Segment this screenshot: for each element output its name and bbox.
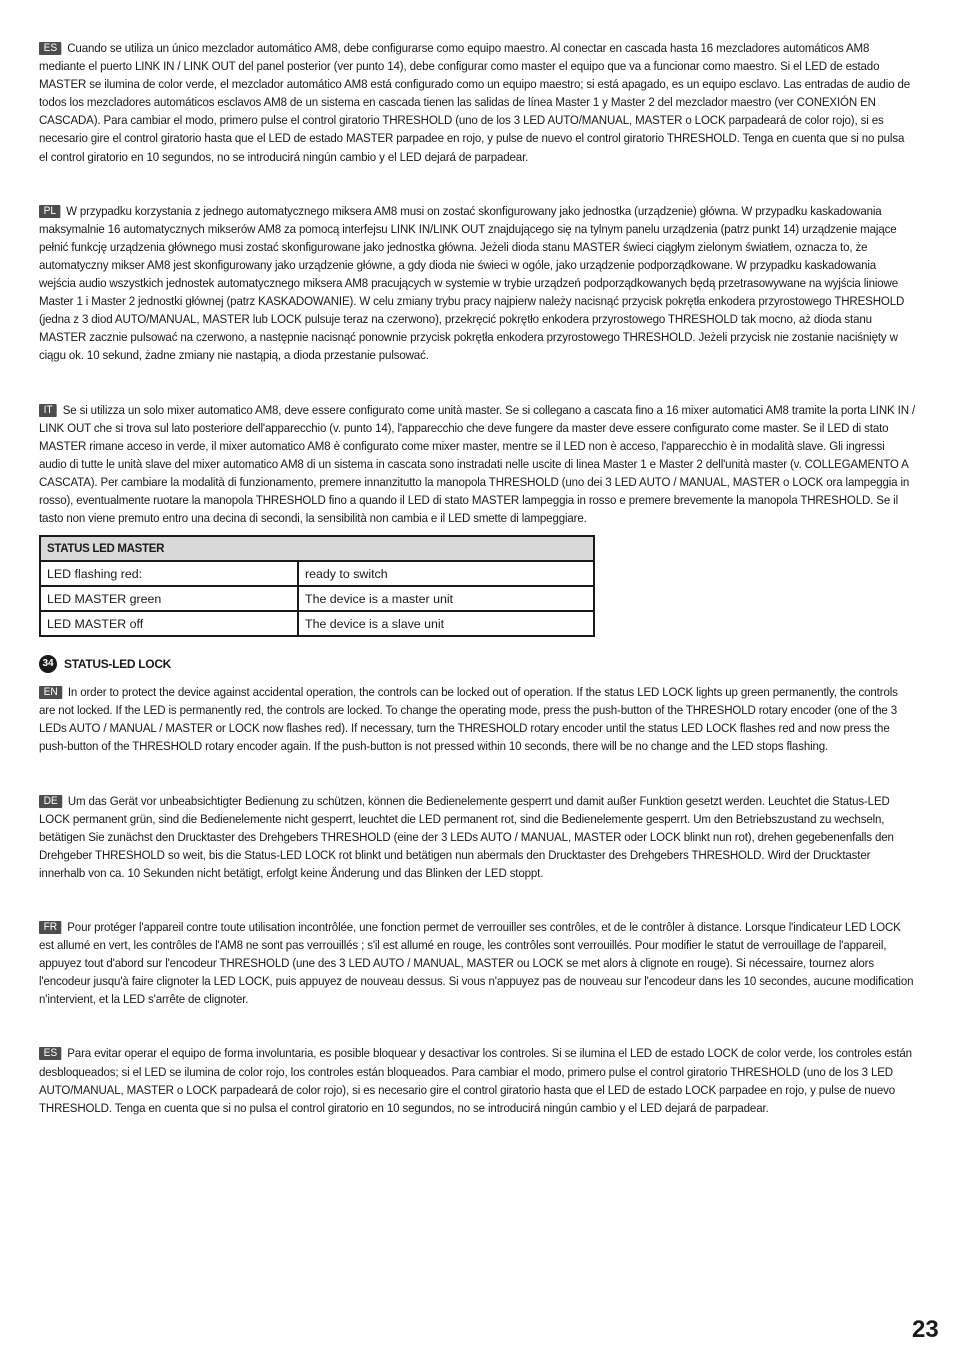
section-heading: [39, 655, 915, 673]
table-cell: LED MASTER off: [40, 611, 298, 636]
language-badge: ES: [39, 1047, 62, 1060]
paragraph-text: Um das Gerät vor unbeabsichtigter Bedienung zu schützen, können die Bedienelemente gesperrt und damit außer Funktion gesetzt werden. Leuchtet die Status-LED LOCK permanent grün, sind die Bedienelemente nicht gesperrt, leuchtet die LED permanent rot, sind die Bedienelemente gesperrt. Um den Betriebszustand zu wechseln, betätigen Sie zunächst den Drucktaster des Drehgebers THRESHOLD (eine der 3 LEDs AUTO / MANUAL, MASTER oder LOCK blinkt nun rot), drehen gegebenenfalls den Drehgeber THRESHOLD so weit, bis die Status-LED LOCK rot blinkt und betätigen nun abermals den Drucktaster des Drehgebers THRESHOLD. Wird der Drucktaster innerhalb von ca. 10 Sekunden nicht betätigt, erfolgt keine Änderung und das Blinken der LED stoppt.: [39, 793, 894, 880]
page-number: 23: [912, 1316, 939, 1343]
language-badge: IT: [39, 404, 57, 417]
table-row: [40, 611, 594, 636]
paragraph-es-lock: [39, 1044, 915, 1116]
language-badge: FR: [39, 921, 62, 934]
table-header: STATUS LED MASTER: [40, 536, 594, 561]
section-number-badge: 34: [39, 655, 57, 673]
paragraph-es-master: [39, 39, 915, 166]
language-badge: EN: [39, 686, 62, 699]
paragraph-text: Se si utilizza un solo mixer automatico AM8, deve essere configurato come unità master. Se si collegano a cascata fino a 16 mixer automatici AM8 tramite la porta LINK IN / LINK OUT che si trova sul lato posteriore dell'apparecchio (v. punto 14), l'apparecchio che deve fungere da master deve essere configurato come master. Se il LED di stato MASTER rimane acceso in verde, il mixer automatico AM8 è configurato come mixer master, mentre se il LED non è acceso, l'apparecchio è in modalità slave. Gli ingressi audio di tutte le unità slave del mixer automatico AM8 di un sistema in cascata sono instradati nelle uscite di linea Master 1 e Master 2 dell'unità master (v. COLLEGAMENTO A CASCATA). Per cambiare la modalità di funzionamento, premere innanzitutto la manopola THRESHOLD (uno dei 3 LED AUTO / MANUAL, MASTER o LOCK ora lampeggia in rosso), eventualmente ruotare la manopola THRESHOLD fino a quando il LED di stato MASTER lampeggia in rosso e premere brevemente la manopola THRESHOLD. Se il tasto non viene premuto entro una decina di secondi, la sensibilità non cambia e il LED smette di lampeggiare.: [39, 402, 916, 526]
paragraph-text: In order to protect the device against accidental operation, the controls can be locked out of operation. If the status LED LOCK lights up green permanently, the controls are not locked. If the LED is permanently red, the controls are locked. To change the operating mode, press the push-button of the THRESHOLD rotary encoder (one of the 3 LEDs AUTO / MANUAL / MASTER or LOCK now flashes red). If necessary, turn the THRESHOLD rotary encoder until the status LED LOCK flashes red and now press the push-button of the THRESHOLD rotary encoder again. If the push-button is not pressed within 10 seconds, there will be no change and the LED stops flashing.: [39, 685, 898, 754]
paragraph-text: W przypadku korzystania z jednego automatycznego miksera AM8 musi on zostać skonfigurowany jako jednostka (urządzenie) główna. W przypadku kaskadowania maksymalnie 16 automatycznych mikserów AM8 za pomocą interfejsu LINK IN/LINK OUT znajdującego się na tylnym panelu urządzenia (patrz punkt 14) urządzenie mające pełnić funkcję urządzenia głównego musi zostać skonfigurowane jako jednostka główna. Jeżeli dioda stanu MASTER świeci ciągłym zielonym światłem, oznacza to, że automatyczny mikser AM8 jest skonfigurowany jako urządzenie główne, a gdy dioda nie świeci w ogóle, jako urządzenie podporządkowane. W przypadku kaskadowania wejścia audio wszystkich jednostek automatycznego miksera AM8 pracujących w systemie w trybie urządzeń podporządkowanych będą przetrasowywane na wyjścia liniowe Master 1 i Master 2 jednostki głównej (patrz KASKADOWANIE). W celu zmiany trybu pracy najpierw należy nacisnąć przycisk pokrętła enkodera przyrostowego THRESHOLD (jedna z 3 diod AUTO/MANUAL, MASTER lub LOCK pulsuje teraz na czerwono), przekręcić pokrętło enkodera przyrostowego THRESHOLD tak mocno, aż dioda stanu MASTER zacznie pulsować na czerwono, a następnie nacisnąć ponownie przycisk pokrętła enkodera przyrostowego THRESHOLD. Jeżeli przycisk nie zostanie naciśnięty w ciągu ok. 10 sekund, żadne zmiany nie nastąpią, a dioda przestanie pulsować.: [39, 203, 905, 363]
table-cell: The device is a master unit: [298, 586, 594, 611]
table-cell: LED flashing red:: [40, 561, 298, 586]
status-led-master-table: [39, 535, 595, 637]
paragraph-text: Cuando se utiliza un único mezclador automático AM8, debe configurarse como equipo maestro. Al conectar en cascada hasta 16 mezcladores automáticos AM8 mediante el puerto LINK IN / LINK OUT del panel posterior (ver punto 14), debe configurar como master el equipo que va a funcionar como maestro. Si el LED de estado MASTER se ilumina de color verde, el mezclador automático AM8 está configurado como un equipo maestro; si está apagado, es un equipo esclavo. Las entradas de audio de todos los mezcladores automáticos esclavos AM8 de un sistema en cascada tienen las salidas de línea Master 1 y Master 2 del mezclador maestro (ver CONEXIÓN EN CASCADA). Para cambiar el modo, primero pulse el control giratorio THRESHOLD (uno de los 3 LED AUTO/MANUAL, MASTER o LOCK parpadeará de color rojo), si es necesario gire el control giratorio hasta que el LED de estado MASTER parpadee en rojo, y pulse de nuevo el control giratorio THRESHOLD. Tenga en cuenta que si no pulsa el control giratorio en 10 segundos, no se introducirá ningún cambio y el LED dejará de parpadear.: [39, 41, 911, 164]
table-cell: LED MASTER green: [40, 586, 298, 611]
paragraph-it-master: [39, 401, 915, 528]
table-cell: The device is a slave unit: [298, 611, 594, 636]
paragraph-de-lock: [39, 792, 915, 882]
language-badge: ES: [39, 42, 62, 55]
paragraph-en-lock: [39, 683, 915, 755]
paragraph-text: Para evitar operar el equipo de forma involuntaria, es posible bloquear y desactivar los controles. Si se ilumina el LED de estado LOCK de color verde, los controles están desbloqueados; si el LED se ilumina de color rojo, los controles están bloqueados. Para cambiar el modo, primero pulse el control giratorio THRESHOLD (uno de los 3 LED AUTO/MANUAL, MASTER o LOCK parpadeará de color rojo), si es necesario gire el control giratorio hasta que el LED de estado LOCK parpadee en rojo, y pulse de nuevo THRESHOLD. Tenga en cuenta que si no pulsa el control giratorio en 10 segundos, no se introducirá ningún cambio y el LED dejará de parpadear.: [39, 1046, 912, 1115]
language-badge: PL: [39, 205, 61, 218]
section-title: STATUS-LED LOCK: [64, 657, 172, 672]
table-cell: ready to switch: [298, 561, 594, 586]
language-badge: DE: [39, 795, 62, 808]
table-row: [40, 586, 594, 611]
paragraph-fr-lock: [39, 918, 915, 1008]
table-row: [40, 561, 594, 586]
paragraph-pl-master: [39, 202, 915, 365]
page-content: [39, 39, 915, 1117]
paragraph-text: Pour protéger l'appareil contre toute utilisation incontrôlée, une fonction permet de verrouiller ses contrôles, et de le contrôler à distance. Lorsque l'indicateur LED LOCK est allumé en vert, les contrôles de l'AM8 ne sont pas verrouillés ; s'il est allumé en rouge, les contrôles sont verrouillés. Pour modifier le statut de verrouillage de l'appareil, appuyez tout d'abord sur l'encodeur THRESHOLD (une des 3 LED AUTO / MANUAL, MASTER ou LOCK se met alors à clignote en rouge). Si nécessaire, tournez alors l'encodeur jusqu'à faire clignoter la LED LOCK, puis appuyez de nouveau dessus. Si vous n'appuyez pas de nouveau sur l'encodeur dans les 10 secondes, aucune modification n'intervient, et la LED s'arrête de clignoter.: [39, 920, 914, 1007]
